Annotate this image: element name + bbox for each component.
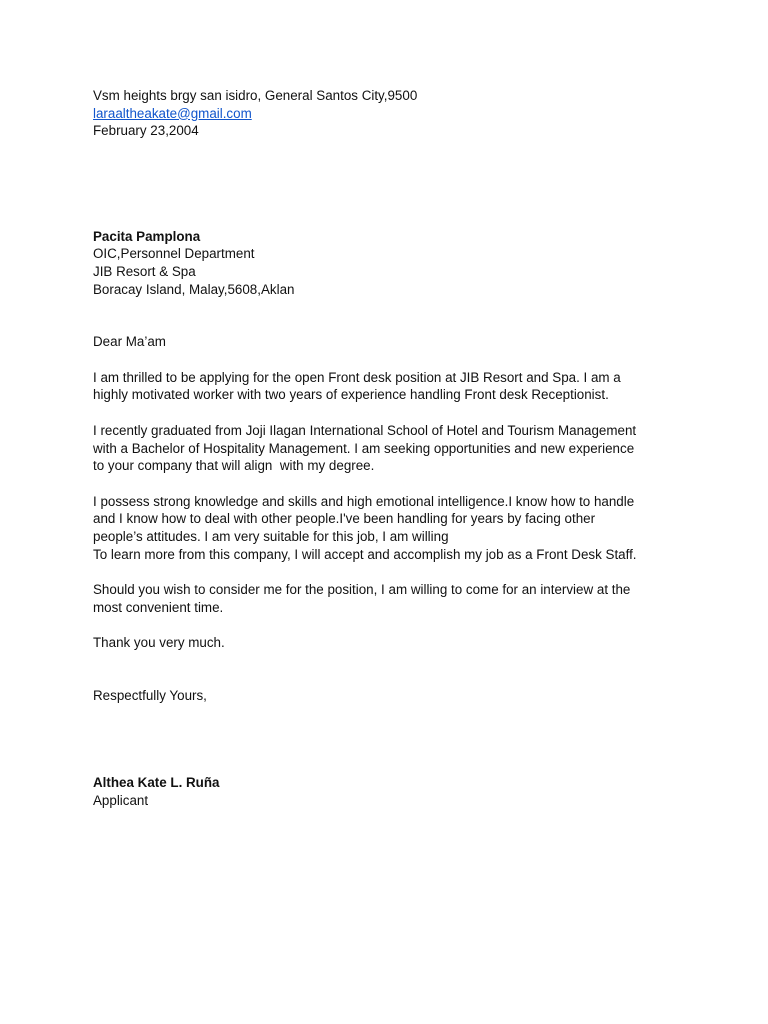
body-line: To learn more from this company, I will accept and accomplish my job as a Front Desk Staff. [93, 546, 637, 562]
sender-block [93, 87, 693, 140]
body-line: Should you wish to consider me for the position, I am willing to come for an interview at the [93, 582, 631, 598]
closing-line: Respectfully Yours, [93, 687, 207, 703]
body-line: most convenient time. [93, 599, 224, 615]
body-line: to your company that will align with my degree. [93, 458, 375, 474]
cover-letter [93, 87, 693, 810]
body-line: I am thrilled to be applying for the open Front desk position at JIB Resort and Spa. I am a [93, 369, 621, 385]
thanks-line: Thank you very much. [93, 635, 225, 651]
signature-role: Applicant [93, 793, 149, 809]
signature-name: Althea Kate L. Ruña [93, 775, 220, 791]
recipient-company: JIB Resort & Spa [93, 263, 196, 279]
recipient-title: OIC,Personnel Department [93, 246, 255, 262]
sender-email-link[interactable]: laraaltheakate@gmail.com [93, 105, 252, 121]
body-line: with a Bachelor of Hospitality Management. I am seeking opportunities and new experience [93, 440, 635, 456]
body-paragraph-3 [93, 493, 693, 563]
body-paragraph-1 [93, 369, 693, 404]
body-line: highly motivated worker with two years of experience handling Front desk Receptionist. [93, 387, 609, 403]
salutation: Dear Ma’am [93, 334, 166, 350]
recipient-name: Pacita Pamplona [93, 228, 201, 244]
letter-date: February 23,2004 [93, 123, 199, 139]
body-line: I possess strong knowledge and skills and high emotional intelligence.I know how to handle [93, 493, 635, 509]
recipient-block [93, 228, 693, 298]
body-line: I recently graduated from Joji Ilagan International School of Hotel and Tourism Management [93, 422, 637, 438]
body-paragraph-4 [93, 581, 693, 616]
body-line: people’s attitudes. I am very suitable for this job, I am willing [93, 528, 449, 544]
recipient-address: Boracay Island, Malay,5608,Aklan [93, 281, 295, 297]
body-paragraph-2 [93, 422, 693, 475]
signature-block [93, 774, 693, 809]
body-line: and I know how to deal with other people.I've been handling for years by facing other [93, 511, 596, 527]
sender-address: Vsm heights brgy san isidro, General Santos City,9500 [93, 88, 418, 103]
